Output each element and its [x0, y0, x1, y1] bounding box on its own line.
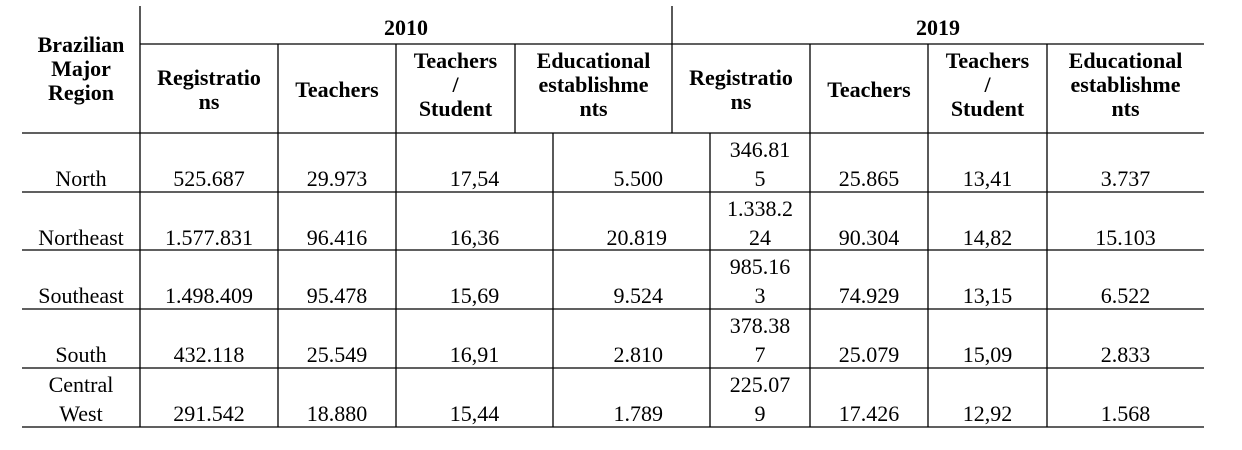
cell-2010-registrations: 291.542: [173, 401, 245, 426]
region-cell: Southeast: [38, 283, 124, 308]
cell-2010-teachers: 18.880: [306, 401, 368, 426]
cell-2019-registrations: [710, 197, 810, 250]
cell-2010-teachers-student: 15,69: [449, 283, 500, 308]
cell-line: 24: [749, 225, 771, 250]
header-2019-establishments: [1047, 49, 1204, 121]
header-region-line: Brazilian: [37, 32, 125, 57]
region-cell: Northeast: [38, 225, 124, 250]
header-line: Teachers: [413, 48, 498, 73]
header-2010-teachers-student: [396, 49, 515, 121]
region-cell: North: [55, 166, 107, 191]
cell-2019-registrations: [710, 314, 810, 367]
header-line: /: [984, 72, 991, 97]
cell-2019-teachers: 17.426: [838, 401, 900, 426]
cell-2019-teachers-student: 14,82: [962, 225, 1013, 250]
cell-2019-teachers-student: 13,15: [962, 283, 1013, 308]
header-line: Student: [418, 96, 493, 121]
header-year-2019: 2019: [916, 15, 960, 40]
header-line: Registratio: [689, 65, 793, 90]
cell-line: 378.38: [729, 313, 791, 338]
cell-2010-establishments: 20.819: [606, 225, 667, 250]
header-line: Teachers: [945, 48, 1030, 73]
header-line: Educational: [536, 48, 651, 73]
header-line: ns: [198, 89, 220, 114]
region-cell: [22, 373, 140, 426]
cell-2019-teachers: 90.304: [838, 225, 900, 250]
header-line: ns: [730, 89, 752, 114]
cell-2010-teachers: 29.973: [306, 166, 368, 191]
cell-2010-teachers-student: 15,44: [449, 401, 500, 426]
header-2010-teachers: [278, 78, 396, 102]
cell-2010-establishments: 1.789: [613, 401, 663, 426]
cell-2019-teachers: 25.079: [838, 342, 900, 367]
cell-2019-teachers: 25.865: [838, 166, 900, 191]
header-line: establishme: [1070, 72, 1181, 97]
header-line: establishme: [538, 72, 649, 97]
cell-2019-establishments: 2.833: [1100, 342, 1151, 367]
cell-2010-registrations: 525.687: [173, 166, 245, 191]
cell-2010-registrations: 1.498.409: [165, 283, 253, 308]
header-line: Student: [950, 96, 1025, 121]
header-region-line: Major: [51, 56, 111, 81]
cell-2019-establishments: 1.568: [1100, 401, 1151, 426]
cell-2019-registrations: [710, 138, 810, 191]
cell-2010-teachers: 95.478: [306, 283, 368, 308]
header-line: Registratio: [157, 65, 261, 90]
cell-2010-teachers-student: 16,36: [449, 225, 500, 250]
header-region-line: Region: [48, 80, 114, 105]
cell-2010-establishments: 5.500: [613, 166, 663, 191]
cell-2019-registrations: [710, 255, 810, 308]
cell-2010-teachers: 96.416: [306, 225, 368, 250]
header-line: nts: [1111, 96, 1140, 121]
region-cell: South: [55, 342, 107, 367]
cell-2010-teachers-student: 17,54: [449, 166, 500, 191]
cell-line: Central: [48, 372, 114, 397]
header-2010-establishments: [515, 49, 672, 121]
header-line: nts: [579, 96, 608, 121]
cell-2019-teachers: 74.929: [838, 283, 900, 308]
cell-2019-registrations: [710, 373, 810, 426]
header-line: Teachers: [295, 77, 379, 102]
header-2019-registrations: [672, 66, 810, 114]
cell-line: 1.338.2: [727, 196, 793, 221]
cell-line: 346.81: [729, 137, 791, 162]
cell-2010-establishments: 9.524: [613, 283, 663, 308]
header-2010-registrations: [140, 66, 278, 114]
cell-2010-establishments: 2.810: [613, 342, 663, 367]
cell-2010-teachers-student: 16,91: [449, 342, 500, 367]
cell-2010-teachers: 25.549: [306, 342, 368, 367]
header-year-2010: 2010: [384, 15, 428, 40]
cell-2010-registrations: 1.577.831: [165, 225, 253, 250]
cell-2019-establishments: 15.103: [1095, 225, 1156, 250]
cell-line: 985.16: [729, 254, 791, 279]
cell-2019-establishments: 6.522: [1100, 283, 1151, 308]
cell-2019-establishments: 3.737: [1100, 166, 1151, 191]
cell-line: 225.07: [729, 372, 791, 397]
cell-line: 3: [754, 283, 766, 308]
cell-line: 7: [754, 342, 766, 367]
header-2019-teachers-student: [928, 49, 1047, 121]
cell-2019-teachers-student: 12,92: [962, 401, 1013, 426]
cell-line: West: [59, 401, 103, 426]
header-line: /: [452, 72, 459, 97]
cell-2010-registrations: 432.118: [173, 342, 245, 367]
header-2019-teachers: [810, 78, 928, 102]
header-region: [22, 33, 140, 105]
header-line: Educational: [1068, 48, 1183, 73]
cell-line: 5: [754, 166, 766, 191]
header-line: Teachers: [827, 77, 911, 102]
cell-2019-teachers-student: 13,41: [962, 166, 1013, 191]
cell-line: 9: [754, 401, 766, 426]
cell-2019-teachers-student: 15,09: [962, 342, 1013, 367]
